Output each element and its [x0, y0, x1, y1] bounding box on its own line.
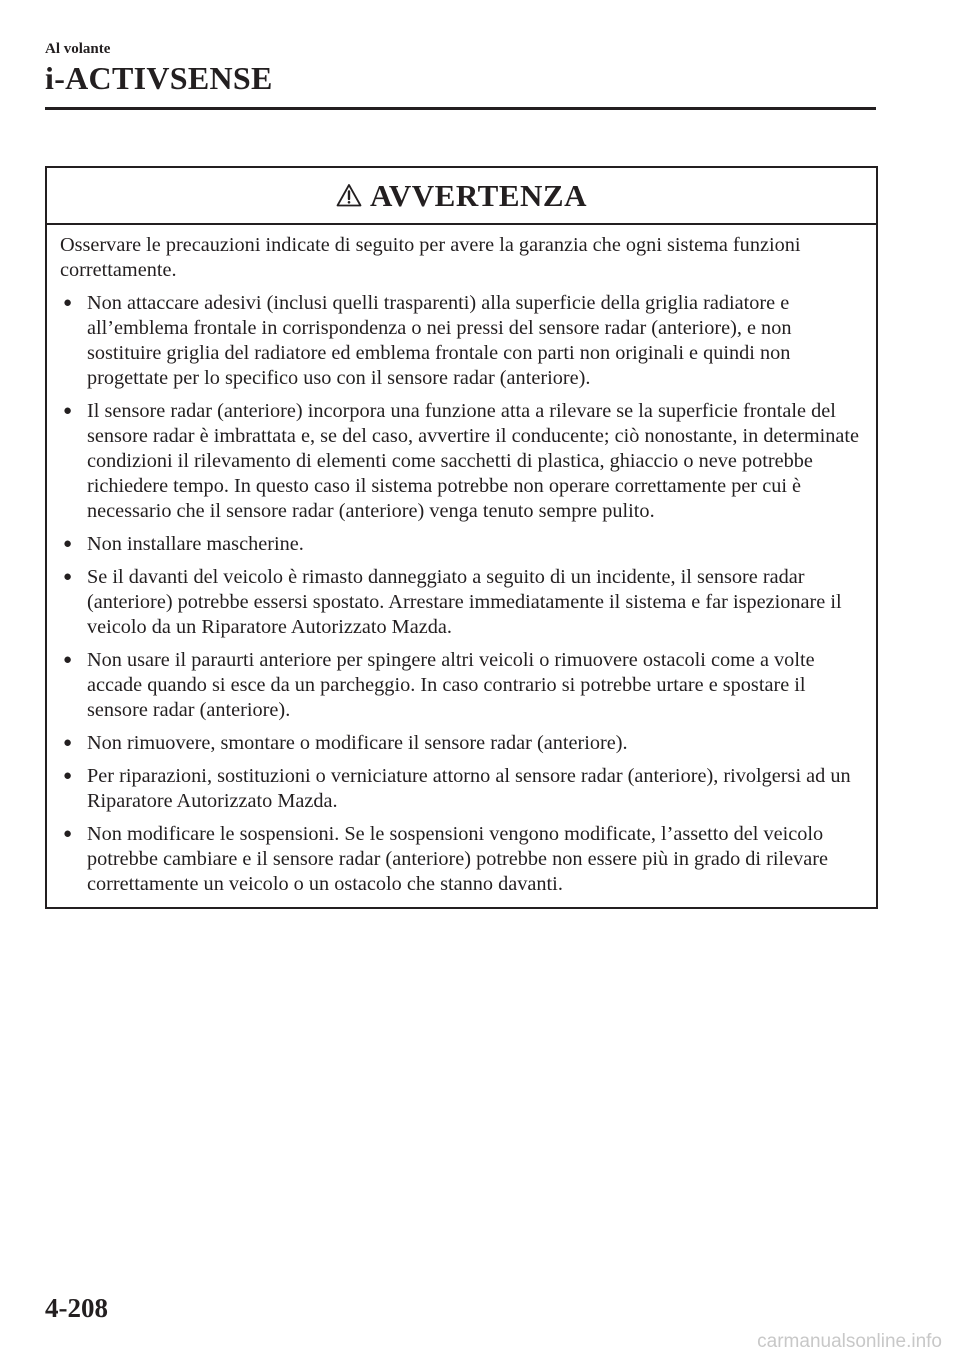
- warning-title: AVVERTENZA: [370, 177, 587, 213]
- warning-list: [60, 291, 860, 897]
- bullet-icon: ●: [63, 735, 73, 751]
- section-label: Al volante: [45, 41, 111, 57]
- list-item-text: Il sensore radar (anteriore) incorpora una funzione atta a rilevare se la superficie frontale del sensore radar è imbrattata e, se del caso, avvertire il conducente; ciò nonostante, in determinate condizioni il rilevamento di elementi come sacchetti di plastica, ghiaccio o neve potrebbe richiedere tempo. In questo caso il sistema potrebbe non operare correttamente per cui è necessario che il sensore radar (anteriore) venga tenuto sempre pulito.: [87, 400, 860, 522]
- warning-body: [47, 225, 876, 907]
- list-item-text: Non usare il paraurti anteriore per spingere altri veicoli o rimuovere ostacoli come a volte accade quando si esce da un parcheggio. In caso contrario si potrebbe urtare e spostare il sensore radar (anteriore).: [87, 649, 815, 721]
- bullet-icon: ●: [63, 652, 73, 668]
- list-item-text: Non rimuovere, smontare o modificare il sensore radar (anteriore).: [87, 732, 628, 754]
- bullet-icon: ●: [63, 569, 73, 585]
- list-item: [60, 822, 860, 897]
- list-item: [60, 532, 860, 557]
- bullet-icon: ●: [63, 403, 73, 419]
- bullet-icon: ●: [63, 768, 73, 784]
- bullet-icon: ●: [63, 295, 73, 311]
- list-item: [60, 291, 860, 391]
- warning-intro: Osservare le precauzioni indicate di seguito per avere la garanzia che ogni sistema funzioni correttamente.: [60, 234, 801, 281]
- page-number: 4-208: [45, 1293, 108, 1323]
- list-item-text: Per riparazioni, sostituzioni o verniciature attorno al sensore radar (anteriore), rivolgersi ad un Riparatore Autorizzato Mazda.: [87, 765, 851, 812]
- title-rule: [45, 107, 876, 110]
- list-item: [60, 565, 860, 640]
- bullet-icon: ●: [63, 826, 73, 842]
- list-item-text: Non modificare le sospensioni. Se le sospensioni vengono modificate, l’assetto del veicolo potrebbe cambiare e il sensore radar (anteriore) potrebbe non essere più in grado di rilevare correttamente un veicolo o un ostacolo che stanno davanti.: [87, 823, 829, 895]
- warning-triangle-icon: [336, 183, 362, 207]
- warning-header: [47, 168, 876, 225]
- list-item-text: Non attaccare adesivi (inclusi quelli trasparenti) alla superficie della griglia radiatore e all’emblema frontale in corrispondenza o nei pressi del sensore radar (anteriore), e non sostituire griglia del radiatore ed emblema frontale con parti non originali e quindi non progettate per lo specifico uso con il sensore radar (anteriore).: [87, 292, 792, 389]
- list-item-text: Non installare mascherine.: [87, 533, 304, 555]
- warning-box: [45, 166, 878, 909]
- list-item: [60, 731, 860, 756]
- list-item: [60, 648, 860, 723]
- bullet-icon: ●: [63, 536, 73, 552]
- watermark: carmanualsonline.info: [757, 1331, 942, 1352]
- page-title: i-ACTIVSENSE: [45, 60, 273, 96]
- list-item: [60, 399, 860, 524]
- list-item-text: Se il davanti del veicolo è rimasto danneggiato a seguito di un incidente, il sensore radar (anteriore) potrebbe essersi spostato. Arrestare immediatamente il sistema e far ispezionare il veicolo da un Riparatore Autorizzato Mazda.: [87, 566, 842, 638]
- list-item: [60, 764, 860, 814]
